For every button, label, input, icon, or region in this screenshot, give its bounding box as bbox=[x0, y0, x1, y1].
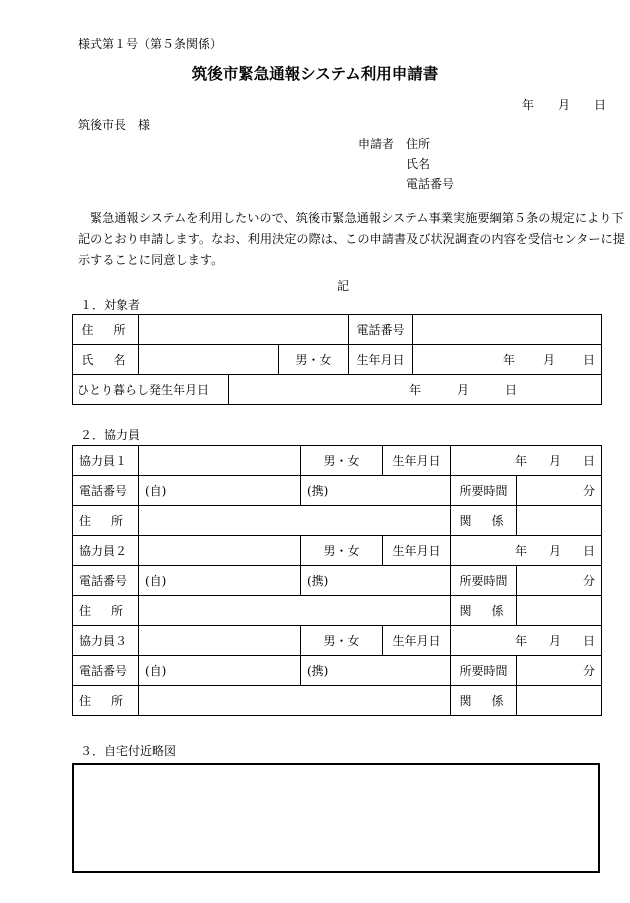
coop1-mobile-phone-field[interactable]: (携) bbox=[301, 476, 451, 506]
coop1-phone-label: 電話番号 bbox=[73, 476, 139, 506]
coop1-month: 月 bbox=[548, 453, 561, 468]
coop3-relation-label: 関 係 bbox=[451, 686, 517, 716]
coop1-address-label: 住 所 bbox=[73, 506, 139, 536]
coop3-year: 年 bbox=[514, 633, 527, 648]
coop2-year: 年 bbox=[514, 543, 527, 558]
coop3-sex-select[interactable]: 男・女 bbox=[301, 626, 383, 656]
declaration-line-1: 緊急通報システムを利用したいので、筑後市緊急通報システム事業実施要綱第５条の規定により下 bbox=[90, 211, 624, 225]
declaration-text bbox=[78, 208, 625, 271]
section3-heading: ３．自宅付近略図 bbox=[80, 744, 177, 758]
s1-phone-field[interactable] bbox=[413, 315, 602, 345]
s1-birth-month: 月 bbox=[542, 352, 555, 367]
s1-sex-select[interactable]: 男・女 bbox=[279, 345, 349, 375]
applicant-name-label: 氏名 bbox=[406, 157, 431, 171]
coop1-time-label: 所要時間 bbox=[451, 476, 517, 506]
form-number: 様式第１号（第５条関係） bbox=[78, 37, 223, 51]
coop2-day: 日 bbox=[583, 543, 596, 558]
coop3-month: 月 bbox=[548, 633, 561, 648]
coop2-month: 月 bbox=[548, 543, 561, 558]
coop3-mobile-phone-field[interactable]: (携) bbox=[301, 656, 451, 686]
coop1-year: 年 bbox=[514, 453, 527, 468]
coop2-address-field[interactable] bbox=[139, 596, 451, 626]
section2-heading: ２．協力員 bbox=[80, 428, 141, 442]
applicant-phone-label: 電話番号 bbox=[406, 177, 455, 191]
target-person-table bbox=[72, 314, 602, 405]
coop3-time-field[interactable]: 分 bbox=[517, 656, 602, 686]
coop3-birth-label: 生年月日 bbox=[383, 626, 451, 656]
s1-alone-year: 年 bbox=[409, 382, 422, 397]
coop2-relation-field[interactable] bbox=[517, 596, 602, 626]
coop3-relation-field[interactable] bbox=[517, 686, 602, 716]
s1-birth-label: 生年月日 bbox=[349, 345, 413, 375]
date-year: 年 bbox=[522, 98, 535, 112]
declaration-line-2: 記のとおり申請します。なお、利用決定の際は、この申請書及び状況調査の内容を受信センターに提 bbox=[78, 232, 625, 246]
coop1-address-field[interactable] bbox=[139, 506, 451, 536]
s1-address-label: 住 所 bbox=[73, 315, 139, 345]
coop3-name-field[interactable] bbox=[139, 626, 301, 656]
coop2-name-field[interactable] bbox=[139, 536, 301, 566]
coop2-sex-select[interactable]: 男・女 bbox=[301, 536, 383, 566]
coop2-home-phone-field[interactable]: (自) bbox=[139, 566, 301, 596]
s1-birth-year: 年 bbox=[502, 352, 515, 367]
s1-phone-label: 電話番号 bbox=[349, 315, 413, 345]
coop3-time-label: 所要時間 bbox=[451, 656, 517, 686]
coop1-sex-select[interactable]: 男・女 bbox=[301, 446, 383, 476]
coop3-address-field[interactable] bbox=[139, 686, 451, 716]
s1-name-field[interactable] bbox=[139, 345, 279, 375]
s1-birth-field[interactable] bbox=[413, 345, 602, 375]
addressee: 筑後市長 様 bbox=[78, 118, 151, 132]
s1-alone-month: 月 bbox=[457, 382, 470, 397]
coop2-phone-label: 電話番号 bbox=[73, 566, 139, 596]
coop2-birth-label: 生年月日 bbox=[383, 536, 451, 566]
coop1-relation-label: 関 係 bbox=[451, 506, 517, 536]
coop1-birth-label: 生年月日 bbox=[383, 446, 451, 476]
coop3-address-label: 住 所 bbox=[73, 686, 139, 716]
coop2-address-label: 住 所 bbox=[73, 596, 139, 626]
coop2-relation-label: 関 係 bbox=[451, 596, 517, 626]
coop2-label: 協力員２ bbox=[73, 536, 139, 566]
coop3-home-phone-field[interactable]: (自) bbox=[139, 656, 301, 686]
coop2-time-field[interactable]: 分 bbox=[517, 566, 602, 596]
coop1-name-field[interactable] bbox=[139, 446, 301, 476]
coop2-time-label: 所要時間 bbox=[451, 566, 517, 596]
ki-mark: 記 bbox=[337, 279, 350, 293]
home-map-area[interactable] bbox=[72, 763, 600, 873]
section1-heading: １．対象者 bbox=[80, 298, 141, 312]
date-day: 日 bbox=[594, 98, 607, 112]
coop3-label: 協力員３ bbox=[73, 626, 139, 656]
coop1-relation-field[interactable] bbox=[517, 506, 602, 536]
applicant-label: 申請者 bbox=[358, 137, 395, 151]
form-title: 筑後市緊急通報システム利用申請書 bbox=[191, 64, 439, 83]
s1-address-field[interactable] bbox=[139, 315, 349, 345]
s1-name-label: 氏 名 bbox=[73, 345, 139, 375]
coop1-label: 協力員１ bbox=[73, 446, 139, 476]
coop1-day: 日 bbox=[583, 453, 596, 468]
cooperator-table bbox=[72, 445, 602, 716]
coop3-phone-label: 電話番号 bbox=[73, 656, 139, 686]
applicant-address-label: 住所 bbox=[406, 137, 431, 151]
declaration-line-3: 示することに同意します。 bbox=[78, 253, 224, 267]
s1-alone-date-field[interactable] bbox=[229, 375, 602, 405]
s1-birth-day: 日 bbox=[583, 352, 596, 367]
s1-alone-label: ひとり暮らし発生年月日 bbox=[73, 375, 229, 405]
coop2-birth-field[interactable] bbox=[451, 536, 602, 566]
coop1-time-field[interactable]: 分 bbox=[517, 476, 602, 506]
coop1-birth-field[interactable] bbox=[451, 446, 602, 476]
coop3-birth-field[interactable] bbox=[451, 626, 602, 656]
coop2-mobile-phone-field[interactable]: (携) bbox=[301, 566, 451, 596]
date-month: 月 bbox=[558, 98, 571, 112]
coop3-day: 日 bbox=[583, 633, 596, 648]
s1-alone-day: 日 bbox=[505, 382, 518, 397]
coop1-home-phone-field[interactable]: (自) bbox=[139, 476, 301, 506]
